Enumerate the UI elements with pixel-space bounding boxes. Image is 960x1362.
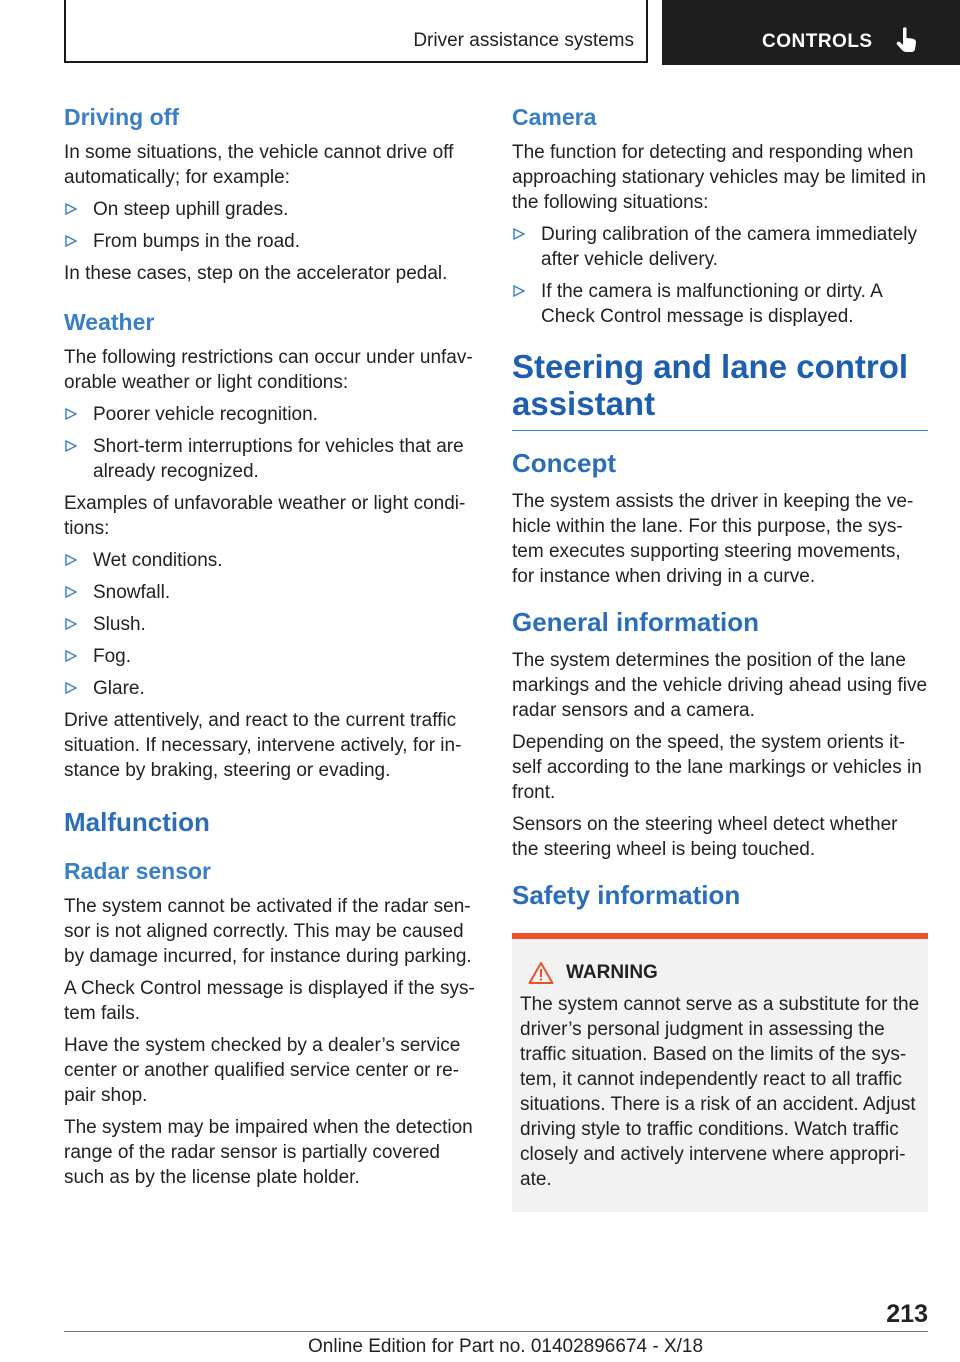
page-number: 213 (886, 1300, 928, 1328)
general-info-heading: General information (512, 607, 760, 637)
warning-label: WARNING (566, 962, 658, 983)
weather-example-list (64, 548, 482, 701)
weather-examples: Examples of unfavorable weather or light condi‐tions: (64, 493, 466, 539)
bullet-triangle-icon (65, 440, 77, 452)
weather-list (64, 402, 482, 484)
bullet-triangle-icon (513, 228, 525, 240)
header-chapter-title: CONTROLS (762, 31, 873, 52)
camera-list (512, 222, 928, 329)
header-section-title: Driver assistance systems (413, 30, 634, 51)
list-item: If the camera is malfunctioning or dirty. A Check Control message is displayed. (512, 279, 928, 329)
radar-paragraph-1: The system cannot be activated if the radar sen‐sor is not aligned correctly. This may be caused by damage incurred, for instance during parking. (64, 896, 472, 967)
list-item: Fog. (64, 644, 482, 669)
bullet-triangle-icon (65, 554, 77, 566)
radar-paragraph-2: A Check Control message is displayed if the sys‐tem fails. (64, 978, 475, 1024)
concept-text: The system assists the driver in keeping the ve‐hicle within the lane. For this purpose, the sys‐tem executes supporting steering movements, for instance when driving in a curve. (512, 491, 914, 587)
list-item: Wet conditions. (64, 548, 482, 573)
driving-off-heading: Driving off (64, 104, 179, 130)
list-item: Glare. (64, 676, 482, 701)
radar-paragraph-4: The system may be impaired when the detection range of the radar sensor is partially covered such as by the license plate holder. (64, 1117, 473, 1188)
right-column (512, 100, 928, 1212)
concept-heading: Concept (512, 448, 616, 478)
list-item: Short-term interruptions for vehicles that are already recognized. (64, 434, 482, 484)
camera-heading: Camera (512, 104, 597, 130)
driving-off-outro: In these cases, step on the accelerator pedal. (64, 263, 448, 284)
list-item: Slush. (64, 612, 482, 637)
left-column (64, 100, 482, 1197)
bullet-triangle-icon (65, 682, 77, 694)
bullet-triangle-icon (65, 586, 77, 598)
driving-off-list (64, 197, 482, 254)
list-item: Poorer vehicle recognition. (64, 402, 482, 427)
weather-intro: The following restrictions can occur under unfav‐orable weather or light conditions: (64, 347, 473, 393)
list-item: From bumps in the road. (64, 229, 482, 254)
general-paragraph-3: Sensors on the steering wheel detect whether the steering wheel is being touched. (512, 814, 898, 860)
bullet-triangle-icon (65, 408, 77, 420)
footer-divider (64, 1331, 928, 1332)
radar-paragraph-3: Have the system checked by a dealer’s service center or another qualified service center or re‐pair shop. (64, 1035, 461, 1106)
header-chapter-box (662, 0, 960, 65)
section-title: Steering and lane control assistant (512, 348, 928, 431)
bullet-triangle-icon (513, 285, 525, 297)
bullet-triangle-icon (65, 650, 77, 662)
warning-text: The system cannot serve as a substitute for the driver’s personal judgment in assessing the traffic situation. Based on the limits of the sys‐tem, it cannot independently react to all traffic situations. There is a risk of an accident. Adjust driving style to traffic conditions. Watch traffic closely and actively intervene where appropri‐ate. (520, 994, 920, 1190)
malfunction-heading: Malfunction (64, 807, 210, 837)
hand-pointer-icon (894, 26, 920, 54)
header-section-box (64, 0, 648, 63)
bullet-triangle-icon (65, 235, 77, 247)
warning-title (520, 961, 922, 985)
safety-info-heading: Safety information (512, 880, 741, 910)
list-item: Snowfall. (64, 580, 482, 605)
weather-heading: Weather (64, 309, 155, 335)
radar-sensor-heading: Radar sensor (64, 858, 212, 884)
warning-triangle-icon (528, 961, 554, 985)
bullet-triangle-icon (65, 618, 77, 630)
list-item: During calibration of the camera immediately after vehicle delivery. (512, 222, 928, 272)
driving-off-intro: In some situations, the vehicle cannot drive off automatically; for example: (64, 142, 454, 188)
bullet-triangle-icon (65, 203, 77, 215)
weather-outro: Drive attentively, and react to the current traffic situation. If necessary, intervene actively, for in‐stance by braking, steering or evading. (64, 710, 462, 781)
camera-intro: The function for detecting and responding when approaching stationary vehicles may be limited in the following situations: (512, 142, 926, 213)
general-paragraph-1: The system determines the position of the lane markings and the vehicle driving ahead using five radar sensors and a camera. (512, 650, 928, 721)
footer-edition: Online Edition for Part no. 01402896674 - X/18 (308, 1336, 704, 1357)
warning-box (512, 933, 928, 1212)
list-item: On steep uphill grades. (64, 197, 482, 222)
general-paragraph-2: Depending on the speed, the system orients it‐self according to the lane markings or vehicles in front. (512, 732, 922, 803)
